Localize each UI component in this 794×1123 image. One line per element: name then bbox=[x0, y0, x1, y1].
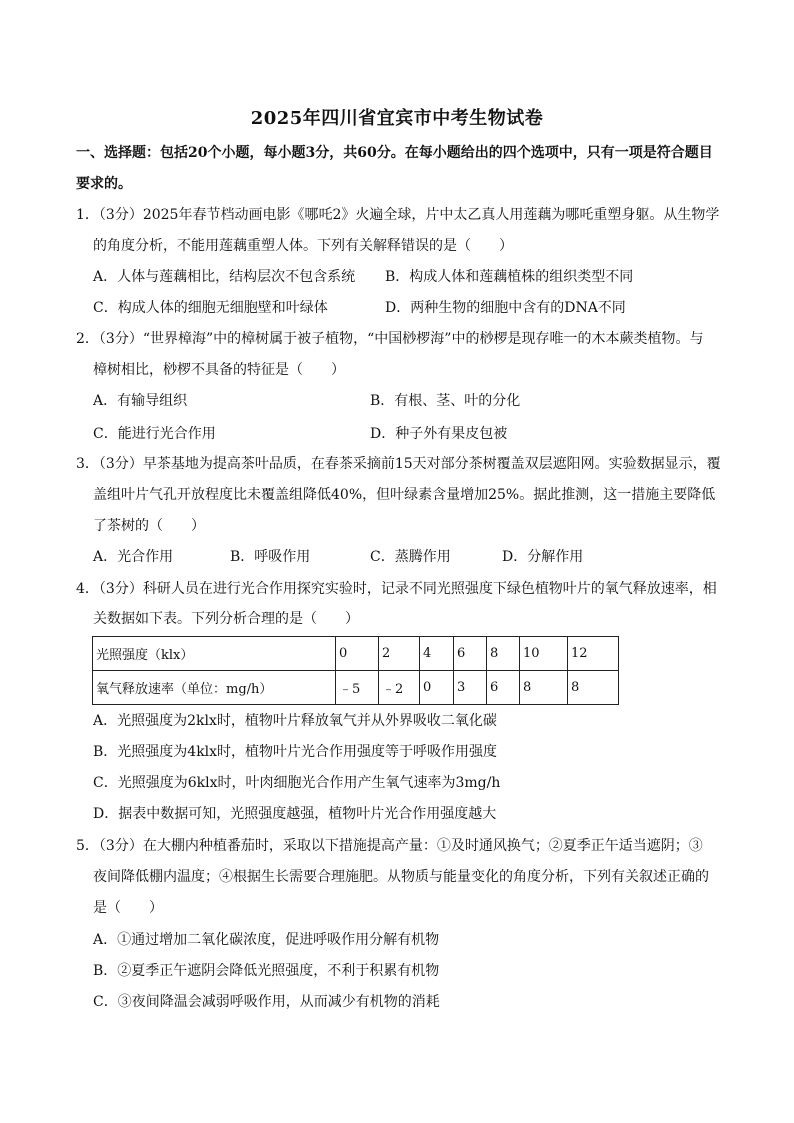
question-2-stem-line-1: 2．（3分）“世界樟海”中的樟树属于被子植物，“中国桫椤海”中的桫椤是现存唯一的木本蕨类植物。与 bbox=[76, 331, 704, 347]
question-3-stem-line-1: 3．（3分）早茶基地为提高茶叶品质，在春茶采摘前15天对部分茶树覆盖双层遮阳网。实验数据显示，覆 bbox=[76, 456, 721, 472]
table-cell: 12 bbox=[568, 637, 619, 671]
question-1-stem-line-1: 1．（3分）2025年春节档动画电影《哪吒2》火遍全球，片中太乙真人用莲藕为哪吒重塑身躯。从生物学 bbox=[76, 207, 720, 223]
question-5-stem-line-2: 夜间降低棚内温度；④根据生长需要合理施肥。从物质与能量变化的角度分析，下列有关叙述正确的 bbox=[93, 869, 709, 885]
light-oxygen-table bbox=[92, 636, 619, 705]
question-3-option-c[interactable]: C．蒸腾作用 bbox=[370, 549, 451, 565]
question-2-option-a[interactable]: A．有输导组织 bbox=[93, 393, 188, 409]
question-1-option-a[interactable]: A．人体与莲藕相比，结构层次不包含系统 bbox=[93, 269, 356, 285]
question-5-stem-line-3: 是（ ） bbox=[93, 900, 163, 916]
question-1-option-d[interactable]: D．两种生物的细胞中含有的DNA不同 bbox=[385, 300, 626, 316]
question-2-option-d[interactable]: D．种子外有果皮包被 bbox=[370, 426, 508, 442]
section-heading-line-2: 要求的。 bbox=[76, 176, 132, 192]
table-cell: 8 bbox=[487, 637, 520, 671]
question-5-option-c[interactable]: C．③夜间降温会减弱呼吸作用，从而减少有机物的消耗 bbox=[93, 994, 440, 1010]
table-cell: 8 bbox=[568, 671, 619, 705]
question-5-option-b[interactable]: B．②夏季正午遮阴会降低光照强度，不利于积累有机物 bbox=[93, 963, 440, 979]
question-4-stem-line-1: 4．（3分）科研人员在进行光合作用探究实验时，记录不同光照强度下绿色植物叶片的氧气释放速率，相 bbox=[76, 581, 717, 597]
exam-title: 2025年四川省宜宾市中考生物试卷 bbox=[250, 108, 544, 129]
table-row bbox=[93, 637, 619, 671]
table-cell: 0 bbox=[336, 637, 379, 671]
question-4-option-d[interactable]: D．据表中数据可知，光照强度越强，植物叶片光合作用强度越大 bbox=[93, 806, 497, 822]
table-cell: 3 bbox=[454, 671, 487, 705]
question-1-stem-line-2: 的角度分析，不能用莲藕重塑人体。下列有关解释错误的是（ ） bbox=[93, 238, 513, 254]
question-3-option-b[interactable]: B．呼吸作用 bbox=[230, 549, 311, 565]
table-cell: 10 bbox=[520, 637, 568, 671]
question-4-option-a[interactable]: A．光照强度为2klx时，植物叶片释放氧气并从外界吸收二氧化碳 bbox=[93, 713, 497, 729]
question-2-option-c[interactable]: C．能进行光合作用 bbox=[93, 426, 216, 442]
question-2-stem-line-2: 樟树相比，桫椤不具备的特征是（ ） bbox=[93, 362, 345, 378]
question-4-option-c[interactable]: C．光照强度为6klx时，叶肉细胞光合作用产生氧气速率为3mg/h bbox=[93, 775, 501, 791]
question-5-stem-line-1: 5．（3分）在大棚内种植番茄时，采取以下措施提高产量：①及时通风换气；②夏季正午适当遮阴；③ bbox=[76, 838, 703, 854]
table-cell: 2 bbox=[379, 637, 420, 671]
question-5-option-a[interactable]: A．①通过增加二氧化碳浓度，促进呼吸作用分解有机物 bbox=[93, 932, 440, 948]
table-header-cell: 光照强度（klx） bbox=[93, 637, 336, 671]
table-cell: 4 bbox=[420, 637, 454, 671]
table-header-cell: 氧气释放速率（单位：mg/h） bbox=[93, 671, 336, 705]
question-3-stem-line-2: 盖组叶片气孔开放程度比未覆盖组降低40%，但叶绿素含量增加25%。据此推测，这一措施主要降低 bbox=[93, 487, 716, 503]
table-cell: ﹣2 bbox=[379, 671, 420, 705]
question-4-stem-line-2: 关数据如下表。下列分析合理的是（ ） bbox=[93, 611, 359, 627]
question-2-option-b[interactable]: B．有根、茎、叶的分化 bbox=[370, 393, 521, 409]
question-3-stem-line-3: 了茶树的（ ） bbox=[93, 518, 205, 534]
question-3-option-a[interactable]: A．光合作用 bbox=[93, 549, 174, 565]
question-1-option-b[interactable]: B．构成人体和莲藕植株的组织类型不同 bbox=[385, 269, 634, 285]
table-cell: 0 bbox=[420, 671, 454, 705]
table-row bbox=[93, 671, 619, 705]
question-1-option-c[interactable]: C．构成人体的细胞无细胞壁和叶绿体 bbox=[93, 300, 328, 316]
table-cell: 8 bbox=[520, 671, 568, 705]
section-heading bbox=[76, 138, 726, 200]
question-3-option-d[interactable]: D．分解作用 bbox=[502, 549, 584, 565]
table-cell: ﹣5 bbox=[336, 671, 379, 705]
section-heading-line-1: 一、选择题：包括20个小题，每小题3分，共60分。在每小题给出的四个选项中，只有一项是符合题目 bbox=[76, 145, 713, 161]
question-4-option-b[interactable]: B．光照强度为4klx时，植物叶片光合作用强度等于呼吸作用强度 bbox=[93, 744, 498, 760]
table-cell: 6 bbox=[454, 637, 487, 671]
table-cell: 6 bbox=[487, 671, 520, 705]
